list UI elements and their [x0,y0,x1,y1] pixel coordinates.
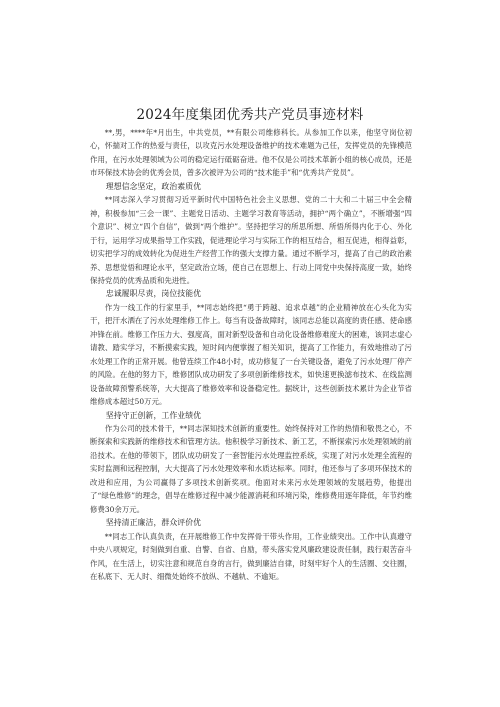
section-heading-3: 坚持守正创新，工作业绩优 [105,410,202,420]
section-heading-1: 理想信念坚定，政治素质优 [105,181,202,191]
section-paragraph-2: 作为一线工作的行家里手，**同志始终把“勇于跨越、追求卓越”的企业精神放在心头化为实干，把汗水洒在了污水处理维修工作上。每当有设备故障时，该同志总能以高度的责任感、使命感冲锋在前。维修工作压力大、强度高，面对新型设备和自动化设备维修难度大的困难，该同志虚心请教、踏实学习，不断摸索实践，短时间内便掌握了相关知识，提高了工作能力，有效地推动了污水处理工作的正常开展。他曾连续工作48小时，成功修复了一台关键设备，避免了污水处理厂停产的风险。在他的努力下，维修团队成功研发了多项创新维修技术，如快速更换滤布技术、在线监测设备故障预警系统等，大大提高了维修效率和设备稳定性。据统计，这些创新技术累计为企业节省维修成本超过50万元。 [90,302,413,407]
section-paragraph-1: **同志深入学习贯彻习近平新时代中国特色社会主义思想、党的二十大和二十届三中全会精神，积极参加“三会一课”、主题党日活动、主题学习教育等活动，拥护“两个确立”，不断增强“四个意识”、树立“四个自信”，做到“两个维护”。坚持把学习的所思所想、所悟所得内化于心、外化于行，运用学习成果指导工作实践，促进理论学习与实际工作的相互结合，相互促进，相得益彰，切实把学习的成效转化为促进生产经营工作的强大支撑力量。通过不断学习，提高了自己的政治素养、思想觉悟和理论水平，坚定政治立场，使自己在思想上、行动上同党中央保持高度一致，始终保持党员的优秀品质和先进性。 [90,195,412,285]
section-heading-2: 忠诚履职尽责，岗位技能优 [105,289,202,299]
document-title: 2024年度集团优秀共产党员事迹材料 [136,107,364,123]
document-body [90,126,412,583]
section-paragraph-3: 作为公司的技术骨干，**同志深知技术创新的重要性。始终保持对工作的热情和敬畏之心，不断探索和实践新的维修技术和管理方法。他积极学习新技术、新工艺，不断探索污水处理领域的前沿技术。在他的带领下，团队成功研发了一套智能污水处理监控系统，实现了对污水处理全流程的实时监测和远程控制，大大提高了污水处理效率和水质达标率。同时，他还参与了多项环保技术的改进和应用，为公司赢得了多项技术创新奖项。他面对未来污水处理领域的发展趋势，他提出了“绿色维修”的理念，倡导在维修过程中减少能源消耗和环境污染，维修费用逐年降低，年节约维修费30余万元。 [90,423,412,514]
section-paragraph-4: **同志工作认真负责，在开展维修工作中发挥骨干带头作用，工作业绩突出。工作中认真遵守中央八项规定，时刻做到自重、自警、自省、自励，带头落实党风廉政建设责任制，践行艰苦奋斗作风，在生活上，切实注意和规范自身的言行，做到廉洁自律，时刻牢好个人的生活圈、交往圈，在私底下、无人时、细微处始终不放纵、不越轨、不逾矩。 [90,531,412,581]
section-heading-4: 坚持清正廉洁，群众评价优 [105,518,202,528]
intro-paragraph: **,男，****年*月出生，中共党员，**有限公司维修科长。从参加工作以来，他坚守岗位初心，怀揣对工作的热爱与责任，以攻克污水处理设备维护的技术难题为己任，发挥党员的先锋模范作用，在污水处理领域为公司的稳定运行砥砺奋进。他不仅是公司技术革新小组的核心成员，还是市环保技术协会的优秀会员，曾多次被评为公司的“技术能手”和“优秀共产党员”。 [90,128,412,178]
